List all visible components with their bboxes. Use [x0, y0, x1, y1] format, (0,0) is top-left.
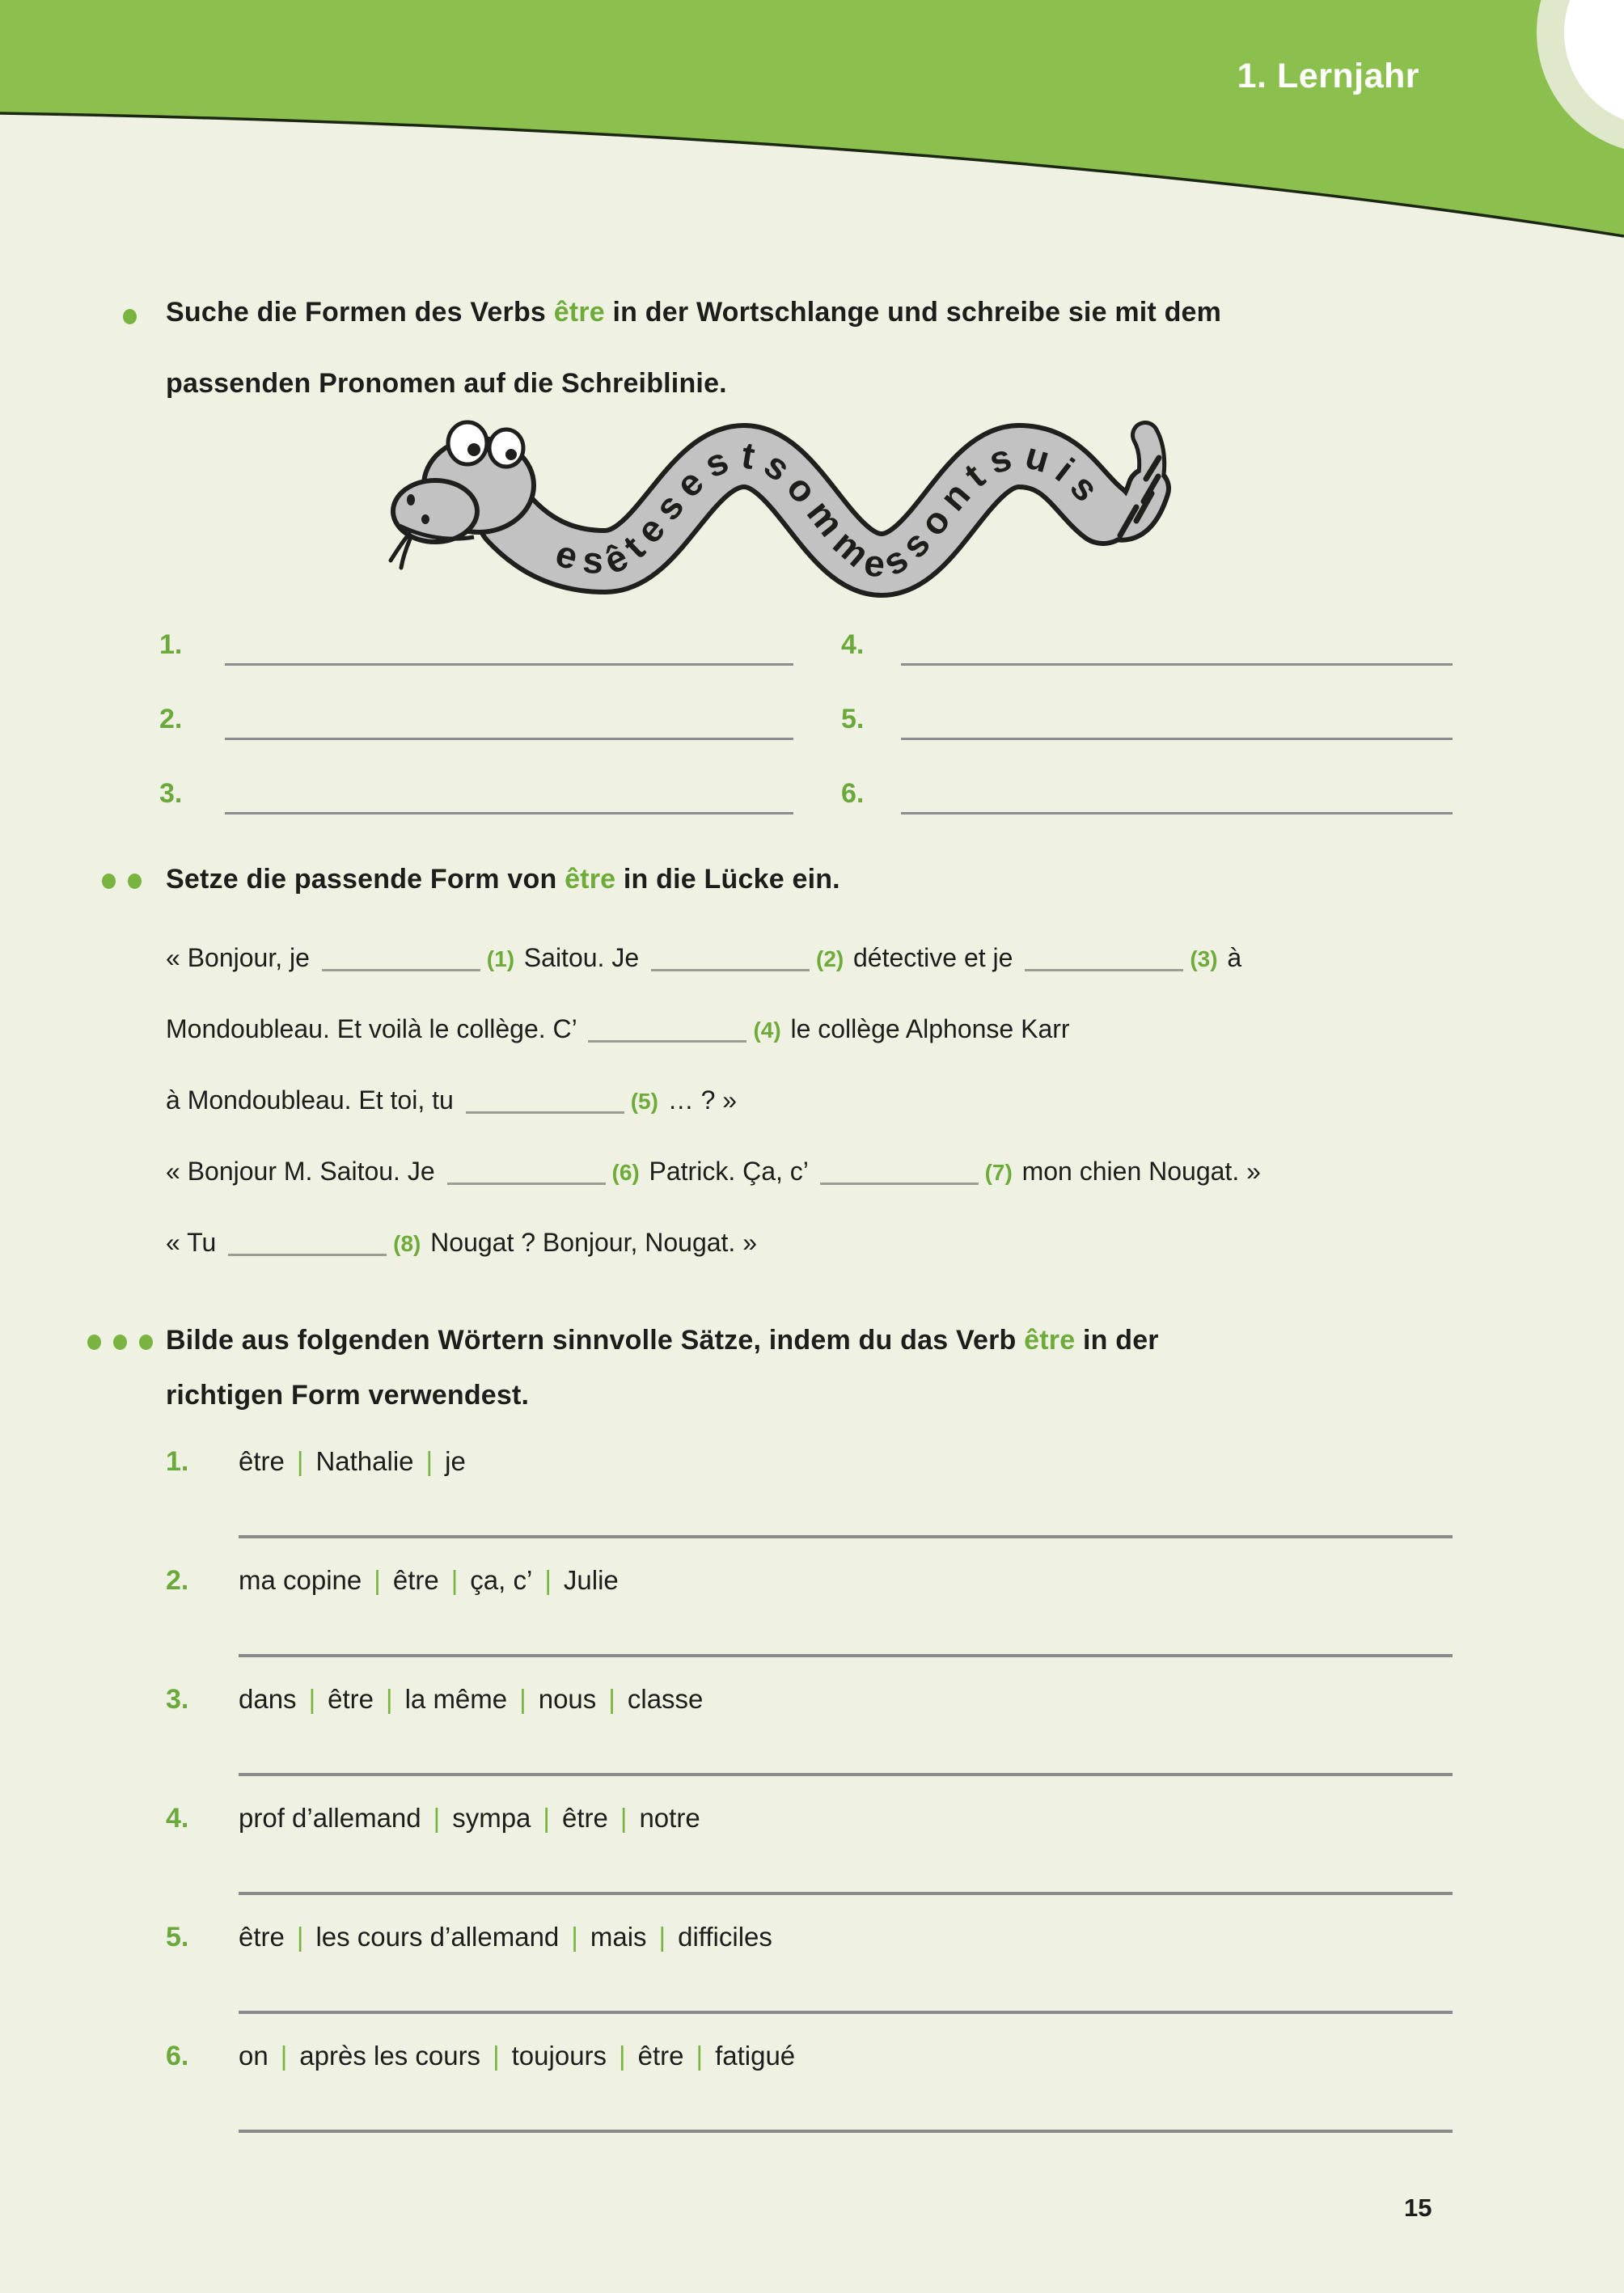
word-token: ça, c’ — [470, 1565, 533, 1595]
word-token: être — [562, 1803, 608, 1833]
word-separator: | — [620, 1803, 628, 1833]
item-number: 2. — [166, 1565, 189, 1596]
difficulty-dot — [123, 309, 137, 324]
item-words — [239, 1686, 703, 1712]
chapter-title: 1. Lernjahr — [1237, 57, 1419, 95]
snake-nostril — [421, 514, 429, 524]
answer-line[interactable] — [239, 2130, 1453, 2133]
difficulty-dot — [139, 1335, 153, 1350]
word-snake-illustration — [388, 398, 1205, 607]
word-token: je — [445, 1446, 466, 1476]
exercise-3-heading — [166, 1325, 1159, 1356]
item-number: 1. — [166, 1446, 189, 1477]
heading-text: Bilde aus folgenden Wörtern sinnvolle Sätze, indem du das Verb — [166, 1325, 1025, 1356]
exercise-1-heading — [166, 297, 1221, 328]
write-line-number: 4. — [841, 629, 865, 660]
heading-text: Setze die passende Form von — [166, 864, 565, 895]
item-words — [239, 1923, 772, 1950]
fill-in-blank[interactable] — [466, 1103, 624, 1114]
difficulty-bullets — [102, 874, 154, 889]
write-line-number: 1. — [159, 629, 183, 660]
difficulty-dot — [113, 1335, 127, 1350]
blank-number: (3) — [1190, 946, 1224, 971]
item-number: 4. — [166, 1803, 189, 1834]
difficulty-dot — [128, 874, 142, 889]
item-words — [239, 1567, 619, 1593]
word-separator: | — [374, 1565, 381, 1595]
word-separator: | — [386, 1684, 393, 1714]
dialogue-line — [166, 941, 1241, 975]
heading-text: Suche die Formen des Verbs — [166, 297, 554, 328]
snake-snout — [393, 480, 477, 542]
dialogue-line — [166, 1013, 1070, 1047]
dialogue-text: à Mondoubleau. Et toi, tu — [166, 1085, 461, 1115]
word-token: toujours — [511, 2041, 607, 2071]
word-separator: | — [493, 2041, 500, 2071]
word-token: Julie — [563, 1565, 619, 1595]
item-number: 3. — [166, 1684, 189, 1715]
blank-number: (6) — [611, 1160, 646, 1185]
snake-letters: esêtesestsommessontsuis — [551, 433, 1114, 586]
item-words — [239, 1804, 700, 1831]
word-token: on — [239, 2041, 269, 2071]
snake-pupil — [467, 443, 480, 456]
dialogue-text: à — [1227, 943, 1242, 972]
word-token: les cours d’allemand — [315, 1922, 560, 1952]
dialogue-text: Mondoubleau. Et voilà le collège. C’ — [166, 1014, 584, 1043]
dialogue-text: Nougat ? Bonjour, Nougat. » — [430, 1228, 757, 1257]
blank-number: (8) — [393, 1231, 428, 1256]
difficulty-bullets — [87, 1335, 165, 1350]
item-words — [239, 2042, 795, 2069]
snake-eye — [489, 429, 523, 467]
write-line-number: 2. — [159, 704, 183, 734]
page-number: 15 — [1404, 2194, 1432, 2222]
dialogue-text: « Bonjour, je — [166, 943, 317, 972]
word-separator: | — [544, 1565, 552, 1595]
dialogue-text: Saitou. Je — [523, 943, 646, 972]
exercise-1-heading-line2: passenden Pronomen auf die Schreiblinie. — [166, 368, 727, 399]
heading-keyword: être — [1024, 1325, 1076, 1356]
word-token: être — [239, 1446, 285, 1476]
word-separator: | — [308, 1684, 316, 1714]
fill-in-blank[interactable] — [447, 1174, 606, 1185]
heading-keyword: être — [565, 864, 616, 895]
answer-line[interactable] — [239, 1654, 1453, 1657]
writing-line[interactable] — [225, 663, 793, 666]
heading-text: in der Wortschlange und schreibe sie mit dem — [604, 297, 1222, 328]
word-separator: | — [696, 2041, 704, 2071]
fill-in-blank[interactable] — [322, 961, 480, 971]
word-token: nous — [538, 1684, 597, 1714]
fill-in-blank[interactable] — [820, 1174, 979, 1185]
answer-line[interactable] — [239, 2011, 1453, 2014]
word-token: notre — [639, 1803, 700, 1833]
word-separator: | — [571, 1922, 578, 1952]
word-token: après les cours — [299, 2041, 481, 2071]
exercise-3-heading-line2: richtigen Form verwendest. — [166, 1380, 530, 1411]
word-token: être — [392, 1565, 439, 1595]
word-token: mais — [590, 1922, 647, 1952]
heading-text: in der — [1075, 1325, 1159, 1356]
word-separator: | — [296, 1922, 304, 1952]
item-number: 6. — [166, 2041, 189, 2071]
write-line-number: 3. — [159, 778, 183, 809]
word-separator: | — [658, 1922, 666, 1952]
dialogue-text: détective et je — [853, 943, 1021, 972]
fill-in-blank[interactable] — [651, 961, 810, 971]
word-token: la même — [404, 1684, 508, 1714]
word-separator: | — [425, 1446, 433, 1476]
word-token: ma copine — [239, 1565, 362, 1595]
word-token: Nathalie — [315, 1446, 414, 1476]
word-separator: | — [519, 1684, 527, 1714]
word-separator: | — [280, 2041, 288, 2071]
writing-line[interactable] — [901, 738, 1453, 740]
dialogue-text: Patrick. Ça, c’ — [649, 1157, 815, 1186]
item-words — [239, 1448, 466, 1474]
blank-number: (4) — [753, 1017, 788, 1043]
word-token: sympa — [452, 1803, 531, 1833]
word-token: être — [637, 2041, 684, 2071]
answer-line[interactable] — [239, 1773, 1453, 1776]
word-separator: | — [608, 1684, 615, 1714]
write-line-number: 5. — [841, 704, 865, 734]
dialogue-text: « Bonjour M. Saitou. Je — [166, 1157, 442, 1186]
word-separator: | — [543, 1803, 550, 1833]
header-band-graphic — [0, 0, 1624, 243]
word-token: être — [239, 1922, 285, 1952]
blank-number: (7) — [984, 1160, 1019, 1185]
dialogue-text: … ? » — [667, 1085, 738, 1115]
word-token: prof d’allemand — [239, 1803, 421, 1833]
word-separator: | — [450, 1565, 459, 1595]
snake-nostril — [407, 494, 415, 506]
difficulty-dot — [102, 874, 116, 889]
blank-number: (5) — [630, 1089, 665, 1114]
difficulty-dot — [87, 1335, 101, 1350]
word-token: dans — [239, 1684, 297, 1714]
dialogue-text: « Tu — [166, 1228, 224, 1257]
snake-pupil — [505, 449, 517, 460]
word-token: classe — [627, 1684, 704, 1714]
snake-eye — [448, 422, 487, 464]
heading-keyword: être — [553, 297, 605, 328]
dialogue-line — [166, 1084, 737, 1118]
word-separator: | — [296, 1446, 304, 1476]
exercise-2-heading — [166, 864, 840, 895]
word-token: fatigué — [715, 2041, 796, 2071]
fill-in-blank[interactable] — [588, 1032, 746, 1043]
writing-line[interactable] — [901, 663, 1453, 666]
writing-line[interactable] — [901, 812, 1453, 814]
dialogue-text: mon chien Nougat. » — [1021, 1157, 1261, 1186]
answer-line[interactable] — [239, 1535, 1453, 1538]
difficulty-bullets — [123, 309, 149, 324]
writing-line[interactable] — [225, 738, 793, 740]
item-number: 5. — [166, 1922, 189, 1952]
blank-number: (2) — [816, 946, 850, 971]
answer-line[interactable] — [239, 1892, 1453, 1895]
dialogue-line — [166, 1155, 1261, 1189]
word-token: être — [328, 1684, 374, 1714]
word-separator: | — [619, 2041, 626, 2071]
fill-in-blank[interactable] — [228, 1246, 387, 1256]
blank-number: (1) — [486, 946, 521, 971]
fill-in-blank[interactable] — [1025, 961, 1183, 971]
heading-text: in die Lücke ein. — [615, 864, 840, 895]
dialogue-line — [166, 1226, 757, 1260]
write-line-number: 6. — [841, 778, 865, 809]
writing-line[interactable] — [225, 812, 793, 814]
dialogue-text: le collège Alphonse Karr — [790, 1014, 1070, 1043]
word-separator: | — [433, 1803, 441, 1833]
word-token: difficiles — [678, 1922, 772, 1952]
